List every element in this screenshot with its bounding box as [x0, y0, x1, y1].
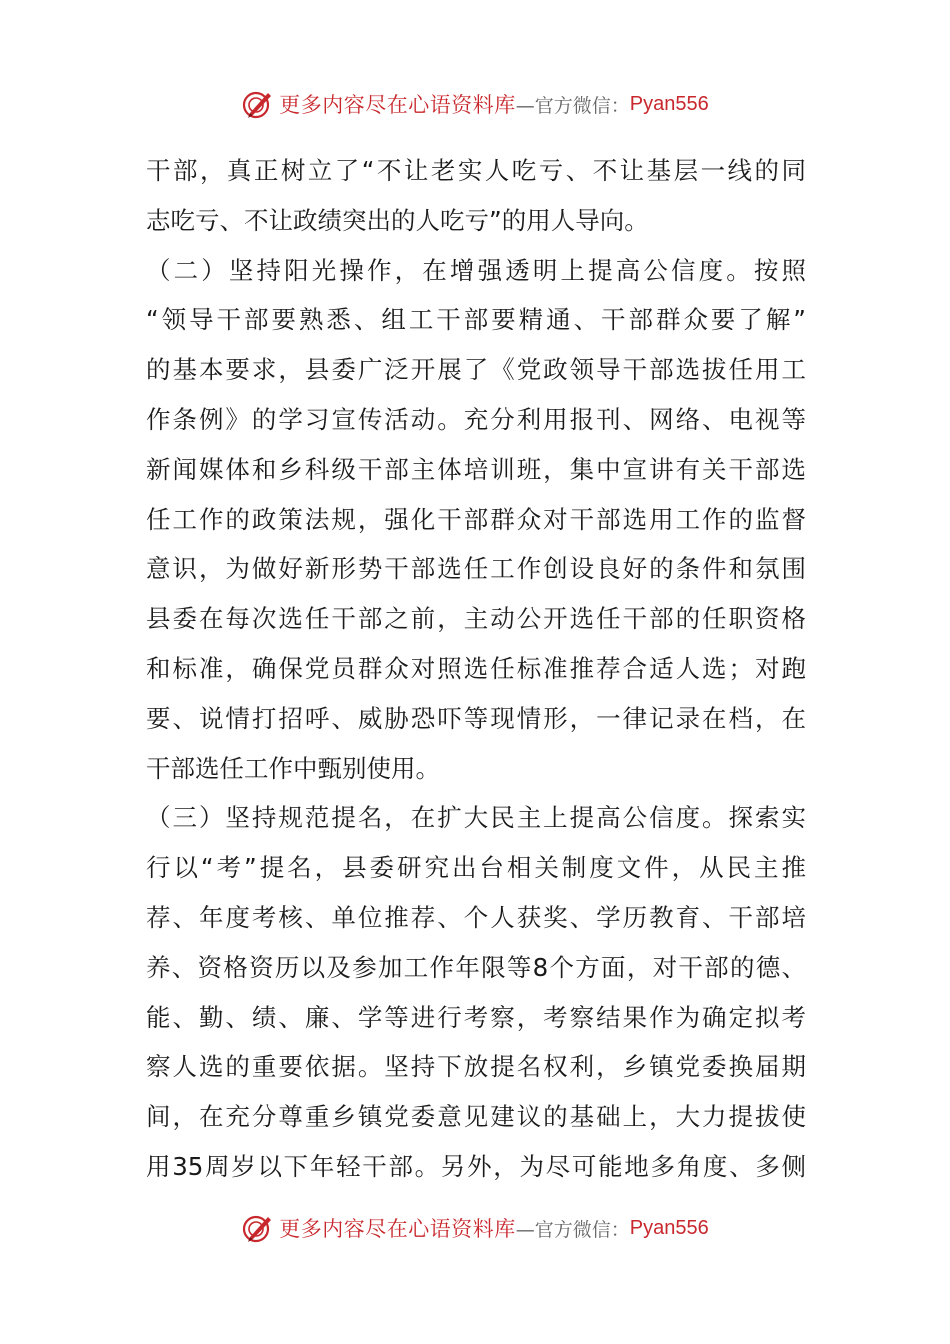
body-line: 县委在每次选任干部之前，主动公开选任干部的任职资格: [146, 604, 806, 634]
pen-circle-logo-icon: [241, 1211, 275, 1245]
body-line: 干部选任工作中甄别使用。: [146, 753, 440, 783]
body-line: “领导干部要熟悉、组工干部要精通、干部群众要了解”: [146, 305, 806, 335]
body-line: 荐、年度考核、单位推荐、个人获奖、学历教育、干部培: [146, 902, 806, 932]
body-line: 任工作的政策法规，强化干部群众对干部选用工作的监督: [146, 504, 806, 534]
body-line: 新闻媒体和乡科级干部主体培训班，集中宣讲有关干部选: [146, 454, 806, 484]
document-body: [146, 146, 806, 1192]
watermark-text: 更多内容尽在心语资料库: [279, 93, 516, 117]
body-line: 意识，为做好新形势干部选任工作创设良好的条件和氛围: [146, 554, 806, 584]
body-line: （二）坚持阳光操作，在增强透明上提高公信度。按照: [146, 255, 806, 285]
body-line: 能、勤、绩、廉、学等进行考察，考察结果作为确定拟考: [146, 1002, 806, 1032]
body-line: （三）坚持规范提名，在扩大民主上提高公信度。探索实: [146, 803, 806, 833]
watermark-separator: —官方微信：: [515, 1218, 630, 1241]
body-line: 间，在充分尊重乡镇党委意见建议的基础上，大力提拔使: [146, 1102, 806, 1132]
body-line: 干部，真正树立了“不让老实人吃亏、不让基层一线的同: [146, 156, 806, 185]
body-line: 的基本要求，县委广泛开展了《党政领导干部选拔任用工: [146, 355, 806, 385]
body-line: 作条例》的学习宣传活动。充分利用报刊、网络、电视等: [146, 404, 806, 434]
watermark-wechat-id: Pyan556: [629, 1216, 709, 1239]
body-line: 志吃亏、不让政绩突出的人吃亏”的用人导向。: [146, 205, 649, 235]
body-line: 养、资格资历以及参加工作年限等8个方面，对干部的德、: [146, 952, 806, 982]
body-line: 要、说情打招呼、威胁恐吓等现情形，一律记录在档，在: [146, 703, 806, 733]
watermark-wechat-id: Pyan556: [629, 92, 709, 115]
watermark-separator: —官方微信：: [515, 94, 630, 117]
body-line: 行以“考”提名，县委研究出台相关制度文件，从民主推: [146, 853, 806, 883]
watermark-text: 更多内容尽在心语资料库: [279, 1217, 516, 1241]
body-line: 和标准，确保党员群众对照选任标准推荐合适人选；对跑: [146, 653, 806, 683]
body-line: 察人选的重要依据。坚持下放提名权利，乡镇党委换届期: [146, 1052, 806, 1082]
body-line: 用35周岁以下年轻干部。另外，为尽可能地多角度、多侧: [146, 1151, 806, 1181]
header-watermark: [0, 84, 950, 124]
footer-watermark: [0, 1208, 950, 1248]
pen-circle-logo-icon: [241, 87, 275, 121]
